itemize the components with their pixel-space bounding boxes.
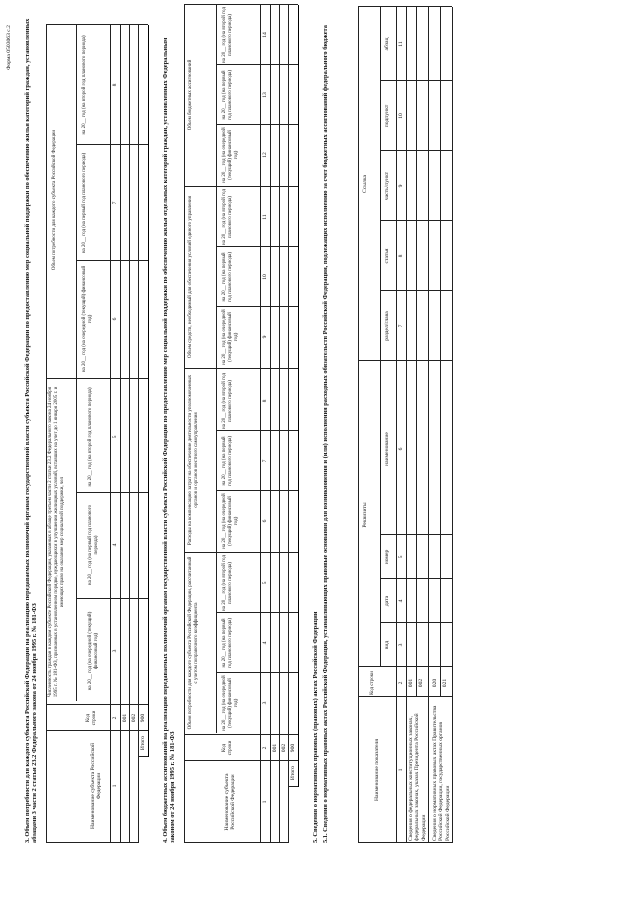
s4-sub-3: на 20__ год (на второй год планового периода) xyxy=(222,555,233,611)
s3-num-6: 6 xyxy=(112,317,118,321)
s5-num-8: 8 xyxy=(398,254,404,258)
section5-subtitle: 5.1. Сведения о нормативных правовых актах Российской Федерации, устанавливающих правовые основания для возникновения и (или) исполнения расходных обязательств Российской Федерации, подлежащих исполнению за счет бюджетных ассигнований федерального бюджета xyxy=(322,25,329,843)
s4-col-exp-group: Расходы на компенсацию затрат на обеспечение деятельности уполномоченных органов и органов местного самоуправления xyxy=(188,374,199,546)
s5-col-sub: подпункт xyxy=(384,104,390,128)
s5-col-title: наименование xyxy=(384,432,390,466)
section5-title: 5. Сведения о нормативных правовых (правовых) актах Российской Федерации xyxy=(312,611,319,843)
s4-num-7: 7 xyxy=(262,459,268,463)
s5-col-para: абзац xyxy=(384,37,390,51)
s3-col-count-current: на 20__ год (на очередной (текущий) финансовый год) xyxy=(88,611,99,691)
s5-num-10: 10 xyxy=(398,113,404,119)
s4-row-code-2: 002 xyxy=(281,743,287,753)
s5-num-1: 1 xyxy=(398,768,404,772)
s4-num-1: 1 xyxy=(262,800,268,804)
s5-col-part: часть/пункт xyxy=(384,171,390,201)
s5-row2-label: Сведения о нормативных правовых актах Правительства Российской Федерации, государственных органов Российской Федерации xyxy=(432,705,451,841)
s5-col-section: раздел/глава xyxy=(384,311,390,341)
s5-col-type: вид xyxy=(384,640,390,650)
s4-num-12: 12 xyxy=(262,152,268,158)
s4-num-5: 5 xyxy=(262,581,268,585)
s5-row2-code-1: 020 xyxy=(432,678,438,688)
s4-col-funds-group: Объем средств, необходимый для обеспечения условий единого управления xyxy=(188,196,193,359)
s3-num-4: 4 xyxy=(112,543,118,547)
s4-sub-8: на 20__ год (на первый год планового периода) xyxy=(222,252,233,302)
s3-num-3: 3 xyxy=(112,649,118,653)
section4-title: 4. Объем бюджетных ассигнований на реализацию передаваемых полномочий органам государственной власти субъекта Российской Федерации по предоставлению мер социальной поддержки по обеспечению жилья отдельных категорий граждан, установленных Федеральным законом от 24 ноября 1995 г. № 181-ФЗ xyxy=(162,37,177,843)
s4-col-region: Наименование субъекта Российской Федерации xyxy=(224,773,237,831)
s3-num-1: 1 xyxy=(112,784,118,788)
s5-num-7: 7 xyxy=(398,324,404,328)
s3-col-need-second: на 20__ год (на второй год планового периода) xyxy=(82,35,87,135)
s4-total-code: 900 xyxy=(290,743,296,753)
s5-row2-code-2: 021 xyxy=(442,678,448,688)
s4-num-3: 3 xyxy=(262,701,268,705)
s3-col-count-group: Численность граждан в каждом субъекте Российской Федерации, указанных в абзаце третьем части 2 статьи 23.2 Федерального закона 24 ноября 1995 г. № 181-ФЗ, признанных в установленном порядке, нуждающихся в улучшении жилищных условий, вставших на учет до 1 января 2005 г. и имеющих право на оказание мер социальной поддержки, чел xyxy=(48,386,65,698)
form-number: Форма 0503063 с.2 xyxy=(6,25,12,70)
s4-num-14: 14 xyxy=(262,32,268,38)
s5-col-date: дата xyxy=(384,595,390,607)
s3-col-region: Наименование субъекта Российской Федерации xyxy=(90,742,103,830)
s3-total-label: Итого xyxy=(140,735,146,751)
section3-title: 3. Объем потребности для каждого субъекта Российской Федерации на реализацию передаваемых полномочий органам государственной власти субъекта Российской Федерации по предоставлению мер социальной поддержки по обеспечению жилья категорий граждан, установленных абзацами 3 части 2 статьи 23.2 Федерального закона от 24 ноября 1995 г. № 181-ФЗ xyxy=(24,18,39,843)
s3-col-need-current: на 20__ год (на очередной (текущий) финансовый год) xyxy=(82,265,93,373)
s5-num-11: 11 xyxy=(398,41,404,47)
s4-sub-5: на 20__ год (на первый год планового периода) xyxy=(222,436,233,486)
s4-total-label: Итого xyxy=(290,765,296,781)
s4-num-13: 13 xyxy=(262,92,268,98)
s5-num-9: 9 xyxy=(398,184,404,188)
s5-num-3: 3 xyxy=(398,643,404,647)
s5-col-number: номер xyxy=(384,549,390,565)
s5-num-6: 6 xyxy=(398,447,404,451)
s4-sub-1: на 20__ год (на очередной (текущий) финансовый год) xyxy=(222,675,239,731)
s4-sub-11: на 20__ год (на первый год планового периода) xyxy=(222,70,233,120)
s3-col-count-second: на 20__ год (на второй год планового периода) xyxy=(88,387,93,487)
s4-sub-6: на 20__ год (на второй год планового периода) xyxy=(222,373,233,429)
s4-num-2: 2 xyxy=(262,746,268,750)
s4-sub-9: на 20__ год (на второй год планового периода) xyxy=(222,189,233,245)
s4-num-9: 9 xyxy=(262,335,268,339)
s4-col-code: Код строки xyxy=(222,740,233,756)
s5-col-name: Наименование показателя xyxy=(374,739,380,801)
s4-num-10: 10 xyxy=(262,274,268,280)
s3-num-5: 5 xyxy=(112,435,118,439)
s4-sub-2: на 20__ год (на первый год планового периода) xyxy=(222,618,233,668)
s4-num-4: 4 xyxy=(262,641,268,645)
s3-num-8: 8 xyxy=(112,83,118,87)
s4-sub-7: на 20__ год (на очередной (текущий) финансовый год) xyxy=(222,309,239,365)
s3-row-code-2: 002 xyxy=(131,713,137,723)
s5-num-2: 2 xyxy=(398,681,404,685)
s3-col-count-first: на 20__ год (на первый год планового периода) xyxy=(88,504,99,586)
s3-total-code: 900 xyxy=(140,713,146,723)
s3-col-need-group: Объем потребности для каждого субъекта Российской Федерации xyxy=(52,129,57,271)
s5-row1-code-2: 002 xyxy=(418,678,424,688)
s5-row1-code-1: 001 xyxy=(408,678,414,688)
s5-row1-label: Сведения о федеральных конституционных законах, федеральных законах, указах Президента Российской Федерации xyxy=(408,713,427,841)
s3-col-code: Код строки xyxy=(86,710,97,726)
s5-num-5: 5 xyxy=(398,555,404,559)
s3-row-code-1: 001 xyxy=(122,713,128,723)
s4-num-6: 6 xyxy=(262,519,268,523)
s4-col-budget-group: Объем бюджетных ассигнований xyxy=(188,59,193,131)
s4-col-need-group: Объем потребности для каждого субъекта Российской Федерации, рассчитанный с учетом поправочного коэффициента xyxy=(188,556,199,730)
s4-sub-4: на 20__ год (на очередной (текущий) финансовый год) xyxy=(222,493,239,549)
s3-num-7: 7 xyxy=(112,201,118,205)
s5-col-article: статья xyxy=(384,248,390,264)
s5-col-req: Реквизиты xyxy=(362,502,368,528)
s4-sub-12: на 20__ год (на второй год планового периода) xyxy=(222,7,233,63)
s5-col-ref: Ссылка xyxy=(362,175,368,193)
s4-num-8: 8 xyxy=(262,399,268,403)
s5-col-code: Код строки xyxy=(370,671,375,695)
s5-num-4: 4 xyxy=(398,599,404,603)
s3-col-need-first: на 20__ год (на первый год планового периода) xyxy=(82,152,87,254)
s4-row-code-1: 001 xyxy=(272,743,278,753)
s4-sub-10: на 20__ год (на очередной (текущий) финансовый год) xyxy=(222,127,239,183)
s4-num-11: 11 xyxy=(262,214,268,220)
s3-num-2: 2 xyxy=(112,716,118,720)
